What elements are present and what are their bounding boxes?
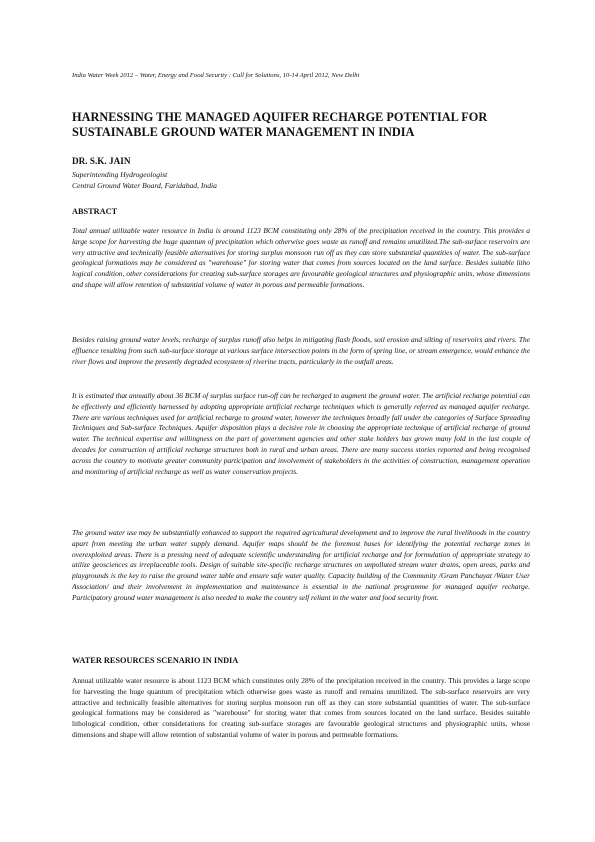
abstract-paragraph-4: The ground water use may be substantially enhanced to support the required agricultural development and to improve the rural livelihoods in the country apart from meeting the urban water supply demand. Aquifer maps should be the foremost bases for identifying the potential recharge zones in overexploited areas. There is a pressing need of adequate scientific understanding for artificial recharge and for formulation of appropriate strategy to utilize geosciences as irreplaceable tools. Design of suitable site-specific recharge structures on unpolluted stream water drains, open areas, parks and playgrounds is the key to raise the ground water table and ensure safe water quality. Capacity building of the Community /Gram Panchayat /Water User Association/ and their involvement in implementation and maintenance is essential in the national programme for managed aquifer recharge. Participatory ground water management is also needed to make the country self reliant in the water and food security front. [72, 528, 530, 602]
section-paragraph-1: Annual utilizable water resource is about 1123 BCM which constitutes only 28% of the precipitation received in the country. This provides a large scope for harvesting the huge quantum of precipitation which otherwise goes waste as runoff and remains unutilized. The sub-surface reservoirs are very attractive and technically feasible alternatives for storing surplus monsoon run off as they can store substantial quantities of water. The sub-surface geological formations may be considered as "warehouse" for storing water that comes from sources located on the land surface. Besides suitable lithological condition, other considerations for creating sub-surface storages are favourable geological structures and physiographic units, whose dimensions and shape will allow retention of substantial volume of water in porous and permeable formations. [72, 676, 530, 739]
author-name: DR. S.K. JAIN [72, 156, 131, 166]
abstract-paragraph-3: It is estimated that annually about 36 BCM of surplus surface run-off can be recharged to augment the ground water. The artificial recharge potential can be effectively and efficiently harnessed by adopting appropriate artificial recharge techniques which is generally referred as managed aquifer recharge. There are various techniques used for artificial recharge to ground water, however the techniques broadly fall under the categories of Surface Spreading Techniques and Sub-surface Techniques. Aquifer disposition plays a decisive role in choosing the appropriate technique of artificial recharge of ground water. The technical expertise and willingness on the part of government agencies and other stake holders has grown many fold in the last couple of decades for construction of artificial recharge structures both in rural and urban areas. There are many success stories reported and being recognised across the country to motivate greater community participation and involvement of stakeholders in the activities of construction, management operation and monitoring of artificial recharge as well as water conservation projects. [72, 391, 530, 476]
section-heading-water-resources: WATER RESOURCES SCENARIO IN INDIA [72, 656, 239, 665]
running-header: India Water Week 2012 – Water, Energy and Food Security : Call for Solutions, 10-14 April 2012, New Delhi [72, 72, 360, 79]
author-designation: Superintending Hydrogeologist [72, 170, 168, 179]
abstract-paragraph-1: Total annual utilizable water resource in India is around 1123 BCM constituting only 28% of the precipitation received in the country. This provides a large scope for harvesting the huge quantum of precipitation which otherwise goes waste as runoff and remains unutilized.The sub-surface reservoirs are very attractive and technically feasible alternatives for storing surplus monsoon run off as they can store substantial quantities of water. The sub-surface geological formations may be considered as "warehouse" for storing water that comes from sources located on the land surface. Besides suitable litho logical condition, other considerations for creating sub-surface storages are favourable geological structures and physiographic units, whose dimensions and shape will allow retention of substantial volume of water in porous and permeable formations. [72, 226, 530, 289]
author-organization: Central Ground Water Board, Faridabad, India [72, 180, 217, 190]
author-affiliation [72, 170, 535, 191]
abstract-heading: ABSTRACT [72, 207, 118, 216]
abstract-paragraph-2: Besides raising ground water levels, recharge of surplus runoff also helps in mitigating flash floods, soil erosion and silting of reservoirs and rivers. The effluence resulting from such sub-surface storage at various surface intersection points in the form of spring line, or stream emergence, would enhance the river flows and improve the presently degraded ecosystem of riverine tracts, particularly in the outfall areas. [72, 335, 530, 366]
paper-title: HARNESSING THE MANAGED AQUIFER RECHARGE POTENTIAL FOR SUSTAINABLE GROUND WATER MANAGEMENT IN INDIA [72, 110, 488, 139]
